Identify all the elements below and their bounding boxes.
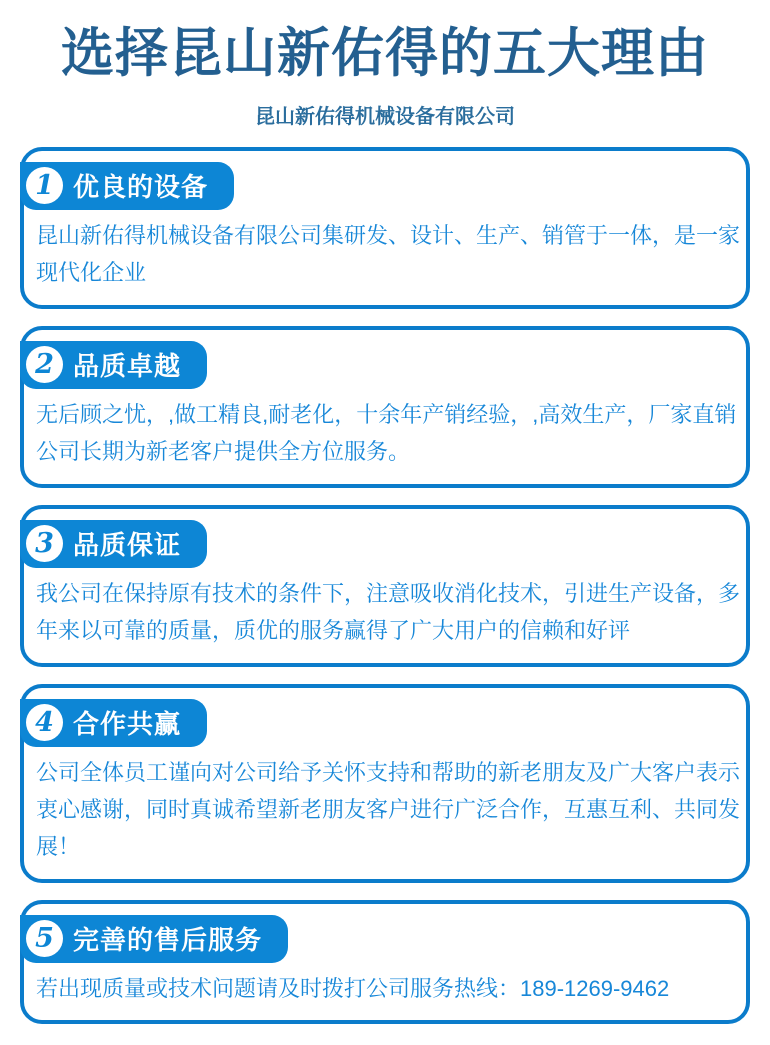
reason-card-5	[20, 900, 750, 1025]
reason-5-number-badge: 5	[26, 920, 63, 957]
reason-4-number-badge: 4	[26, 704, 63, 741]
page-title: 选择昆山新佑得的五大理由	[61, 24, 709, 83]
reason-3-body-text: 我公司在保持原有技术的条件下，注意吸收消化技术，引进生产设备，多年来以可靠的质量，质优的服务赢得了广大用户的信赖和好评	[36, 580, 741, 643]
reason-card-1	[20, 147, 750, 309]
reason-card-3	[20, 505, 750, 667]
reason-1-body-text: 昆山新佑得机械设备有限公司集研发、设计、生产、销管于一体，是一家现代化企业	[36, 222, 741, 285]
reason-5-badge	[20, 915, 288, 963]
reason-2-badge	[20, 341, 207, 389]
reason-4-title: 合作共赢	[73, 709, 182, 740]
poster-header	[0, 0, 770, 129]
reason-card-4	[20, 684, 750, 883]
reason-2-title: 品质卓越	[73, 351, 182, 382]
reason-5-title: 完善的售后服务	[73, 925, 263, 956]
reason-1-number-badge: 1	[26, 167, 63, 204]
reason-5-body-text: 若出现质量或技术问题请及时拨打公司服务热线：189-1269-9462	[36, 975, 670, 1001]
reason-3-badge	[20, 520, 207, 568]
reason-card-2	[20, 326, 750, 488]
reason-4-badge	[20, 699, 207, 747]
reason-2-body-text: 无后顾之忧，,做工精良,耐老化，十余年产销经验，,高效生产，厂家直销公司长期为新老客户提供全方位服务。	[36, 401, 737, 464]
reason-1-title: 优良的设备	[73, 172, 209, 203]
reason-2-number-badge: 2	[26, 346, 63, 383]
reason-3-title: 品质保证	[73, 530, 182, 561]
reason-1-badge	[20, 162, 234, 210]
reason-4-body-text: 公司全体员工谨向对公司给予关怀支持和帮助的新老朋友及广大客户表示衷心感谢，同时真诚希望新老朋友客户进行广泛合作，互惠互利、共同发展！	[36, 759, 741, 859]
company-name: 昆山新佑得机械设备有限公司	[255, 105, 515, 128]
reason-card-list	[0, 129, 770, 1025]
reason-3-number-badge: 3	[26, 525, 63, 562]
